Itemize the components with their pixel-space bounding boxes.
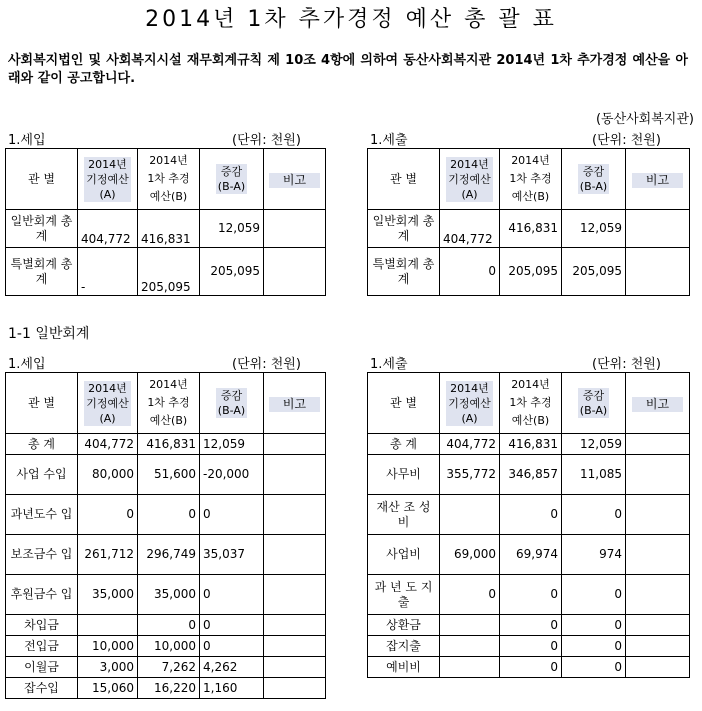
table-row xyxy=(6,434,326,455)
table-row xyxy=(6,455,326,495)
row-base: 0 xyxy=(440,575,500,615)
table-row xyxy=(368,248,690,296)
page-title: 2014년 1차 추가경정 예산 총 괄 표 xyxy=(145,7,557,32)
row-diff: 0 xyxy=(200,636,264,657)
summary-expense-label: 1.세출 xyxy=(370,133,408,148)
row-base: 15,060 xyxy=(78,678,138,699)
row-base: 404,772 xyxy=(78,434,138,455)
row-rev: 0 xyxy=(500,575,562,615)
row-item: 총 계 xyxy=(368,434,440,455)
row-base xyxy=(78,615,138,636)
row-item: 보조금수 입 xyxy=(6,535,78,575)
row-base: 3,000 xyxy=(78,657,138,678)
general-income-table xyxy=(5,372,326,699)
table-header-row xyxy=(6,373,326,434)
summary-expense-unit: (단위: 천원) xyxy=(592,133,661,148)
row-note xyxy=(264,657,326,678)
row-rev: 416,831 xyxy=(138,210,200,248)
row-item: 재산 조 성 비 xyxy=(368,495,440,535)
row-base: 0 xyxy=(78,495,138,535)
row-rev: 0 xyxy=(500,657,562,678)
row-item: 사업 수입 xyxy=(6,455,78,495)
row-diff: 0 xyxy=(562,615,626,636)
row-item: 일반회계 총계 xyxy=(6,210,78,248)
row-diff: 12,059 xyxy=(562,434,626,455)
row-note xyxy=(626,495,690,535)
row-note xyxy=(264,678,326,699)
row-item: 사무비 xyxy=(368,455,440,495)
general-expense-unit: (단위: 천원) xyxy=(592,357,661,372)
table-row xyxy=(6,615,326,636)
table-row xyxy=(368,575,690,615)
row-item: 특별회계 총 계 xyxy=(368,248,440,296)
table-row xyxy=(6,636,326,657)
row-base: 0 xyxy=(440,248,500,296)
row-base: 80,000 xyxy=(78,455,138,495)
row-diff: 0 xyxy=(200,495,264,535)
row-diff: -20,000 xyxy=(200,455,264,495)
row-base: 404,772 xyxy=(78,210,138,248)
row-note xyxy=(264,615,326,636)
row-base: 10,000 xyxy=(78,636,138,657)
header-note: 비고 xyxy=(264,373,326,434)
header-item: 관 별 xyxy=(6,373,78,434)
header-item: 관 별 xyxy=(368,149,440,210)
row-base: - xyxy=(78,248,138,296)
row-rev: 416,831 xyxy=(500,210,562,248)
row-base: 35,000 xyxy=(78,575,138,615)
row-diff: 0 xyxy=(562,495,626,535)
row-note xyxy=(264,535,326,575)
header-note: 비고 xyxy=(626,373,690,434)
row-base xyxy=(440,636,500,657)
row-diff: 205,095 xyxy=(562,248,626,296)
header-base: 2014년 기정예산 (A) xyxy=(78,373,138,434)
row-diff: 205,095 xyxy=(200,248,264,296)
table-row xyxy=(6,210,326,248)
row-rev: 0 xyxy=(138,615,200,636)
row-item: 과년도수 입 xyxy=(6,495,78,535)
row-item: 전입금 xyxy=(6,636,78,657)
header-rev: 2014년 1차 추경 예산(B) xyxy=(500,373,562,434)
summary-income-table xyxy=(5,148,326,296)
summary-income-unit: (단위: 천원) xyxy=(232,133,301,148)
row-diff: 35,037 xyxy=(200,535,264,575)
row-note xyxy=(626,210,690,248)
row-note xyxy=(264,455,326,495)
row-base: 404,772 xyxy=(440,210,500,248)
row-rev: 416,831 xyxy=(500,434,562,455)
row-diff: 974 xyxy=(562,535,626,575)
row-rev: 0 xyxy=(500,615,562,636)
row-rev: 346,857 xyxy=(500,455,562,495)
row-diff: 0 xyxy=(562,575,626,615)
row-diff: 0 xyxy=(562,636,626,657)
row-item: 차입금 xyxy=(6,615,78,636)
row-base xyxy=(440,657,500,678)
header-rev: 2014년 1차 추경 예산(B) xyxy=(138,373,200,434)
row-rev: 7,262 xyxy=(138,657,200,678)
table-row xyxy=(6,248,326,296)
row-rev: 205,095 xyxy=(138,248,200,296)
table-row xyxy=(6,495,326,535)
row-rev: 0 xyxy=(500,636,562,657)
header-diff: 증감 (B-A) xyxy=(562,149,626,210)
row-note xyxy=(264,575,326,615)
table-row xyxy=(6,678,326,699)
header-item: 관 별 xyxy=(6,149,78,210)
header-diff: 증감 (B-A) xyxy=(200,149,264,210)
table-row xyxy=(368,657,690,678)
table-row xyxy=(6,575,326,615)
row-item: 예비비 xyxy=(368,657,440,678)
table-row xyxy=(368,455,690,495)
row-base: 355,772 xyxy=(440,455,500,495)
row-item: 후원금수 입 xyxy=(6,575,78,615)
row-base: 261,712 xyxy=(78,535,138,575)
table-row xyxy=(368,434,690,455)
row-item: 잡수입 xyxy=(6,678,78,699)
row-rev: 205,095 xyxy=(500,248,562,296)
row-base xyxy=(440,495,500,535)
row-diff: 4,262 xyxy=(200,657,264,678)
table-header-row xyxy=(368,149,690,210)
general-expense-label: 1.세출 xyxy=(370,357,408,372)
general-income-label: 1.세입 xyxy=(8,357,46,372)
row-rev: 69,974 xyxy=(500,535,562,575)
table-row xyxy=(368,495,690,535)
header-diff: 증감 (B-A) xyxy=(200,373,264,434)
row-note xyxy=(626,455,690,495)
header-base: 2014년 기정예산 (A) xyxy=(440,149,500,210)
row-note xyxy=(626,615,690,636)
row-diff: 0 xyxy=(200,615,264,636)
row-note xyxy=(626,248,690,296)
row-rev: 10,000 xyxy=(138,636,200,657)
table-row xyxy=(6,657,326,678)
row-diff: 11,085 xyxy=(562,455,626,495)
table-row xyxy=(368,636,690,657)
row-diff: 12,059 xyxy=(562,210,626,248)
summary-expense-table xyxy=(367,148,690,296)
table-row xyxy=(368,615,690,636)
summary-income-label: 1.세입 xyxy=(8,133,46,148)
row-item: 총 계 xyxy=(6,434,78,455)
row-rev: 35,000 xyxy=(138,575,200,615)
section-general-title: 1-1 일반회계 xyxy=(8,326,90,342)
row-rev: 51,600 xyxy=(138,455,200,495)
row-diff: 12,059 xyxy=(200,210,264,248)
notice-text: 사회복지법인 및 사회복지시설 재무회계규칙 제 10조 4항에 의하여 동산사회복지관 2014년 1차 추가경정 예산을 아래와 같이 공고합니다. xyxy=(8,53,688,86)
row-rev: 16,220 xyxy=(138,678,200,699)
row-item: 과 년 도 지 출 xyxy=(368,575,440,615)
row-item: 특별회계 총 계 xyxy=(6,248,78,296)
header-note: 비고 xyxy=(264,149,326,210)
table-row xyxy=(368,535,690,575)
row-rev: 0 xyxy=(500,495,562,535)
header-base: 2014년 기정예산 (A) xyxy=(440,373,500,434)
row-note xyxy=(626,575,690,615)
general-expense-table xyxy=(367,372,690,678)
row-note xyxy=(264,434,326,455)
table-header-row xyxy=(368,373,690,434)
header-base: 2014년 기정예산 (A) xyxy=(78,149,138,210)
row-diff: 0 xyxy=(562,657,626,678)
row-base: 404,772 xyxy=(440,434,500,455)
row-rev: 416,831 xyxy=(138,434,200,455)
row-item: 사업비 xyxy=(368,535,440,575)
header-note: 비고 xyxy=(626,149,690,210)
row-note xyxy=(264,210,326,248)
row-note xyxy=(626,636,690,657)
row-item: 일반회계 총계 xyxy=(368,210,440,248)
header-item: 관 별 xyxy=(368,373,440,434)
row-item: 잡지출 xyxy=(368,636,440,657)
row-diff: 0 xyxy=(200,575,264,615)
row-note xyxy=(264,248,326,296)
row-base: 69,000 xyxy=(440,535,500,575)
header-rev: 2014년 1차 추경 예산(B) xyxy=(500,149,562,210)
row-note xyxy=(264,495,326,535)
general-income-unit: (단위: 천원) xyxy=(232,357,301,372)
row-base xyxy=(440,615,500,636)
row-item: 이월금 xyxy=(6,657,78,678)
table-header-row xyxy=(6,149,326,210)
row-item: 상환금 xyxy=(368,615,440,636)
row-note xyxy=(626,657,690,678)
row-note xyxy=(264,636,326,657)
table-row xyxy=(6,535,326,575)
row-rev: 296,749 xyxy=(138,535,200,575)
table-row xyxy=(368,210,690,248)
header-rev: 2014년 1차 추경 예산(B) xyxy=(138,149,200,210)
row-note xyxy=(626,535,690,575)
org-name: (동산사회복지관) xyxy=(595,112,694,127)
header-diff: 증감 (B-A) xyxy=(562,373,626,434)
row-diff: 1,160 xyxy=(200,678,264,699)
row-rev: 0 xyxy=(138,495,200,535)
row-diff: 12,059 xyxy=(200,434,264,455)
row-note xyxy=(626,434,690,455)
